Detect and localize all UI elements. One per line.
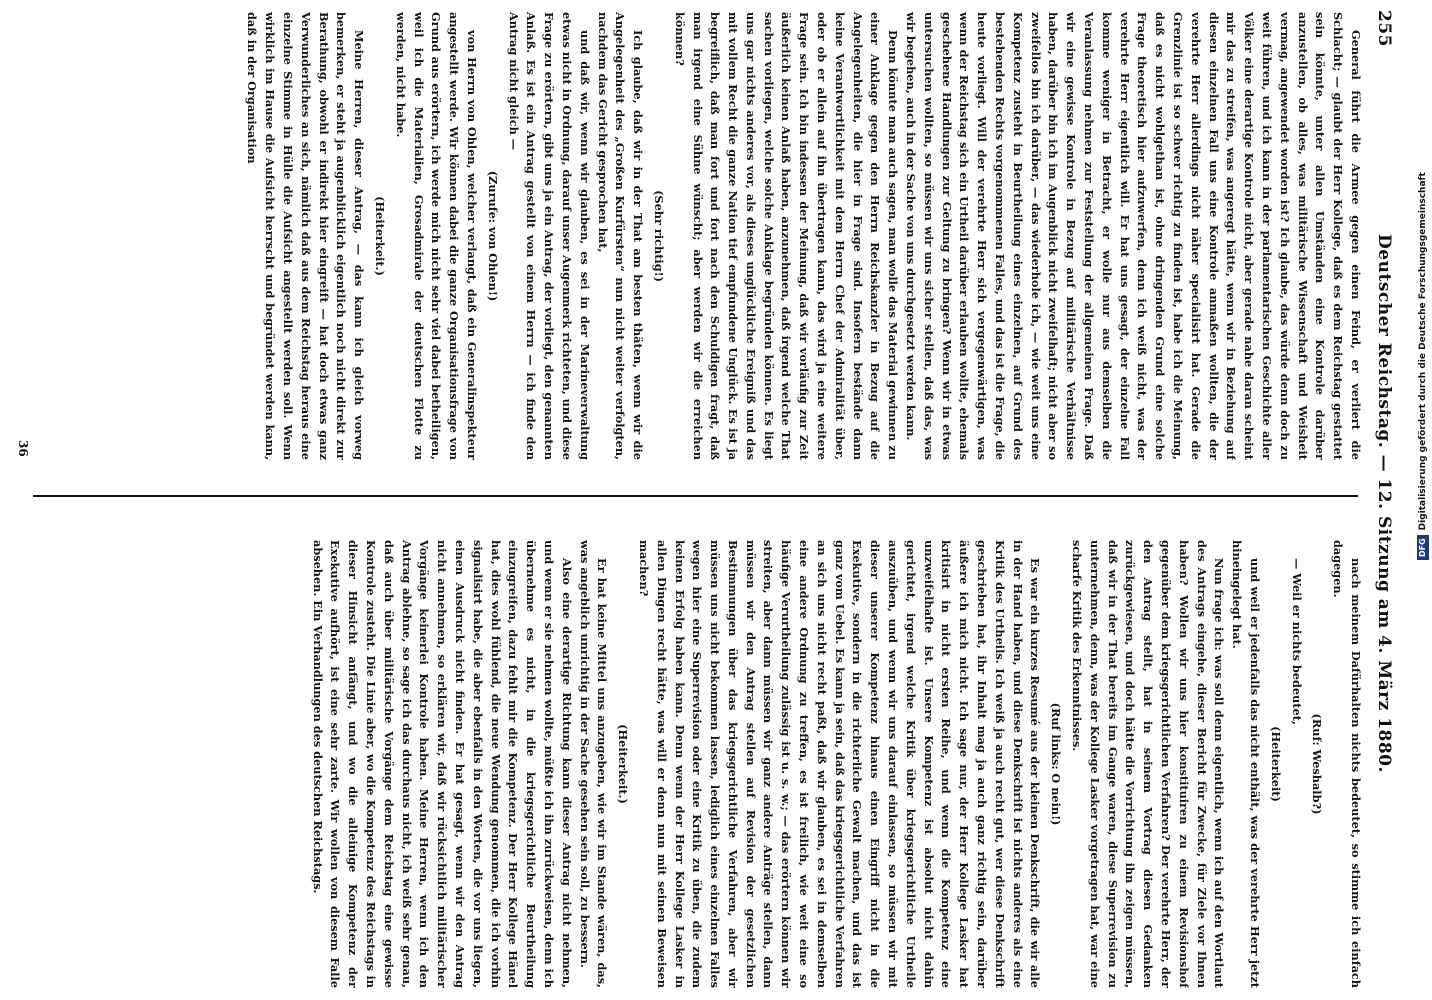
page-number: 255	[1374, 10, 1394, 47]
interjection: (Zurufe: von Ohlen!)	[485, 170, 500, 302]
paragraph: Nun frage ich: was soll denn eigentlich, wenn ich auf den Wortlaut des Antrags eingehe, dieser Bericht für Zwecke, für Ziele vor Ihnen haben? Wollen wir uns hier konstituiren zu einem Revisionshof gegenüber dem kriegsgerichtlichen Verfahren? Der verehrte Herr, der den Antrag stellt, hat in seinem Vortrag diesen Gedanken zurückgewiesen, und doch hätte die Vorrichtung ihn zeigen müssen, daß wir in der That bereits im Gange waren, diese Superrevision zu unternehmen, denn, was der Kollege Lasker vorgetragen hat, war eine scharfe Kritik des Erkenntnisses.	[1070, 540, 1227, 988]
dfg-logo-icon: DFG	[1417, 535, 1429, 560]
interjection: (Ruf links: O nein!)	[1049, 702, 1064, 826]
text-column-left	[34, 12, 1364, 460]
running-title: Deutscher Reichstag. — 12. Sitzung am 4. März 1880.	[1374, 234, 1394, 773]
paragraph: und weil er jedenfalls das nicht enthält, was der verehrte Herr jetzt hineingelegt hat.	[1230, 540, 1263, 988]
paragraph: General führt die Armee gegen einen Feind, er verliert die Schlacht; — glaubt der Herr Kollege, daß es dem Reichstag gestattet sein könnte, unter allen Umständen eine Kontrole darüber anzustellen, ob alles, was militärische Wissenschaft und Weisheit vermag, angewendet worden ist? Ich glaube, das würde denn doch zu weit führen, und ich kann in der parlamentarischen Geschichte aller Völker eine derartige Kontrole nicht, aber gerade nahe daran scheint mir das zu streifen, was angeregt hätte, wenn wir in Beziehung auf diesen einzelnen Fall uns eine Kontrole anmaßen wollten, die der verehrte Herr allerdings nicht näher specialisirt hat. Gerade die Grenzlinie ist so schwer richtig zu finden ist, habe ich die Meinung, daß es nicht wohlgethan ist, ohne dringenden Grund eine solche Frage theoretisch hier aufzuwerfen, denn ich weiß nicht, was der verehrte Herr eigentlich will. Er hat uns gesagt, der einzelne Fall komme weniger in Betracht, er wolle nur aus demselben die Veranlassung nehmen zur Feststellung der allgemeinen Frage. Daß wir eine gewisse Kontrole in Bezug auf militärische Verhältnisse haben, darüber bin ich im Augenblick nicht zweifelhaft; nicht aber so zweifellos bin ich darüber, — das wiederhole ich, — wie weit uns eine Kompetenz zusteht in Beurtheilung eines einzelnen, auf Grund des bestehenden Rechts vorgenommenen Falles, und das ist die Frage, die heute vorliegt. Will der verehrte Herr sich vergegenwärtigen, was wenn der Reichstag sich ein Urtheil darüber erlauben wollte, ehemals geschehene Handlungen zur Geltung zu bringen? Wenn wir in etwas untersuchen wollten, so müssen wir uns sicher stellen, daß das, was wir begehen, auch in der Sache von uns durchgesetzt werden kann.	[904, 12, 1363, 460]
paragraph: Denn könnte man auch sagen, man wolle das Material gewinnen zu einer Anklage gegen den Herrn Reichskanzler in Bezug auf die Angelegenheiten, die hier in Frage sind. Insofern bestände dann keine Verantwortlichkeit mit dem Herrn Chef der Admiralität über, oder ob er allein auf ihn übertragen kann, das wird ja eine weitere Frage sein. Ich bin indessen der Meinung, daß wir vorläufig zur Zeit äußerlich keinen Anlaß haben, anzunehmen, daß irgend welche That sachen vorliegen, welche solche Anklage begründen können. Es liegt uns gar nichts anderes vor, als dieses unglückliche Ereigniß und das mit vollem Recht die ganze Nation tief empfundene Unglück. Es ist ja begreiflich, daß man fort und fort nach den Schuldigen fragt, daß man irgend eine Sühne wünscht; aber werden wir die erreichen können?	[672, 12, 901, 460]
interjection: (Sehr richtig!)	[651, 190, 666, 282]
page-header	[1368, 10, 1400, 990]
paragraph: und daß wir, wenn wir glauben, es sei in der Marineverwaltung etwas nicht in Ordnung, darauf unser Augenmerk richteten, und diese Frage zu erörtern, gibt uns ja ein Antrag, der vorliegt, den genannten Anlaß. Es ist ein Antrag gestellt von einem Herrn — ich finde den Antrag nicht gleich —	[506, 12, 592, 460]
paragraph: Ich glaube, daß wir in der That am besten thäten, wenn wir die Angelegenheit des „Großen Kurfürsten“ nun nicht weiter verfolgten, nachdem das Gericht gesprochen hat,	[595, 12, 646, 460]
credit-text: Digitalisierung gefördert durch die Deutsche Forschungsgemeinschaft	[1418, 172, 1428, 531]
text-column-right	[34, 540, 1364, 988]
paragraph: Es war ein kurzes Resumé aus der kleinen Denkschrift, die wir alle in der Hand haben, und diese Denkschrift ist nichts anderes als eine Kritik des Urtheils. Ich weiß ja auch recht gut, wer diese Denkschrift geschrieben hat, ihr Inhalt mag ja auch ganz richtig sein, darüber äußere ich mich nicht. Ich sage nur, der Herr Kollege Lasker hat kritisirt in nicht ersten Reihe, und wenn die Kompetenz eine unzweifelhafte ist. Unsere Kompetenz ist absolut nicht dahin gerichtet, irgend welche Kritik über kriegsgerichtliche Urtheile auszuüben, und wenn wir uns darauf einlassen, so müssen wir mit dieser unserer Kompetenz hinaus einen Eingriff nicht in die Exekutive, sondern in die richterliche Gewalt machen, und das ist ganz vom Uebel. Es kann ja sein, daß das kriegsgerichtliche Verfahren an sich uns nicht recht paßt, daß wir glauben, es sei in demselben eine andere Ordnung zu treffen, es ist freilich, wie weit eine so häufige Verurtheilung zulässig ist u. s. w.; — das erörtern können wir streiten, aber dann müssen wir ganz andere Anträge stellen, dann müssen wir den Antrag stellen auf Revision der gesetzlichen Bestimmungen über das kriegsgerichtliche Verfahren, aber wir müssen uns nicht bekommen lassen, lediglich eines einzelnen Falles wegen hier eine Superrevision oder eine Kritik zu üben, die zudem keinen Erfolg haben kann. Denn wenn der Herr Kollege Lasker in allen Dingen recht hätte, was will er denn nun mit seinen Beweisen machen?	[636, 540, 1043, 988]
interjection: (Heiterkeit.)	[616, 724, 631, 804]
paragraph: nach meinem Dafürhalten nichts bedeutet, so stimme ich einfach dagegen.	[1331, 540, 1363, 988]
digitization-credit	[1416, 130, 1430, 560]
paragraph: von Herrn von Ohlen, welcher verlangt, daß ein Generalinspekteur angestellt werde. Wir können dabei die ganze Organisationsfrage von Grund aus erörtern, ich werde mich nicht sehr viel dabei betheiligen, weil ich die Materialien, Grosadmirale der deutschen Flotte zu werden, nicht habe.	[393, 12, 479, 460]
paragraph: Er hat keine Mittel uns anzugeben, wie wir im Stande wären, das, was angeblich unrichtig in der Sache gesehen sein soll, zu bessern.	[577, 540, 610, 988]
interjection: (Heiterkeit)	[1268, 726, 1283, 802]
interjection: (Heiterkeit.)	[372, 196, 387, 276]
paragraph: — Weil er nichts bedeutet,	[1289, 558, 1304, 725]
column-divider	[33, 495, 1358, 497]
paragraph: Meine Herren, dieser Antrag, — das kann ich gleich vorweg bemerken, er steht ja augenblicklich eigentlich noch nicht direkt zur Berathung, obwohl er indirekt hier eingreift — hat doch etwas ganz Verwunderliches an sich, nämlich daß aus dem Reichstag heraus eine einzelne Stimme in Hülle die Aufsicht angestellt werden soll. Wenn wirklich im Hause die Aufsicht herrscht und begründet werden kann, daß in der Organisation	[245, 12, 367, 460]
interjection: (Ruf: Weshalb?)	[1310, 713, 1325, 815]
sheet-signature: 36	[16, 440, 30, 457]
paragraph: Also eine derartige Richtung kann dieser Antrag nicht nehmen, und wenn er sie nehmen wollte, müßte ich ihn zurückweisen, denn ich übernehme es nicht, in die kriegsgerichtliche Beurtheilung einzugreifen, dazu fehlt mir die Kompetenz. Der Herr Kollege Hänel hat, dies wohl fühlend, die neue Wendung genommen, die ich vorhin signalisirt habe, die aber ebenfalls in den Worten, die vor uns liegen, einen Ausdruck nicht finden. Er hat gesagt, wenn wir den Antrag nicht annehmen, so erklären wir, daß wir rücksichtlich militärischer Vorgänge keinerlei Kontrole haben. Meine Herren, wenn ich den Antrag ablehne, so sage ich das durchaus nicht, ich weiß sehr genau, daß auch über militärische Vorgänge dem Reichstag eine gewisse Kontrole zusteht. Die Linie aber, wo die Kompetenz des Reichstags in dieser Hinsicht anfängt, und wo die alleinige Kompetenz der Exekutive aufhört, ist eine sehr zarte. Wir wollen von diesem Falle absehen. Ein Verhandlungen des deutschen Reichstags.	[310, 540, 574, 988]
